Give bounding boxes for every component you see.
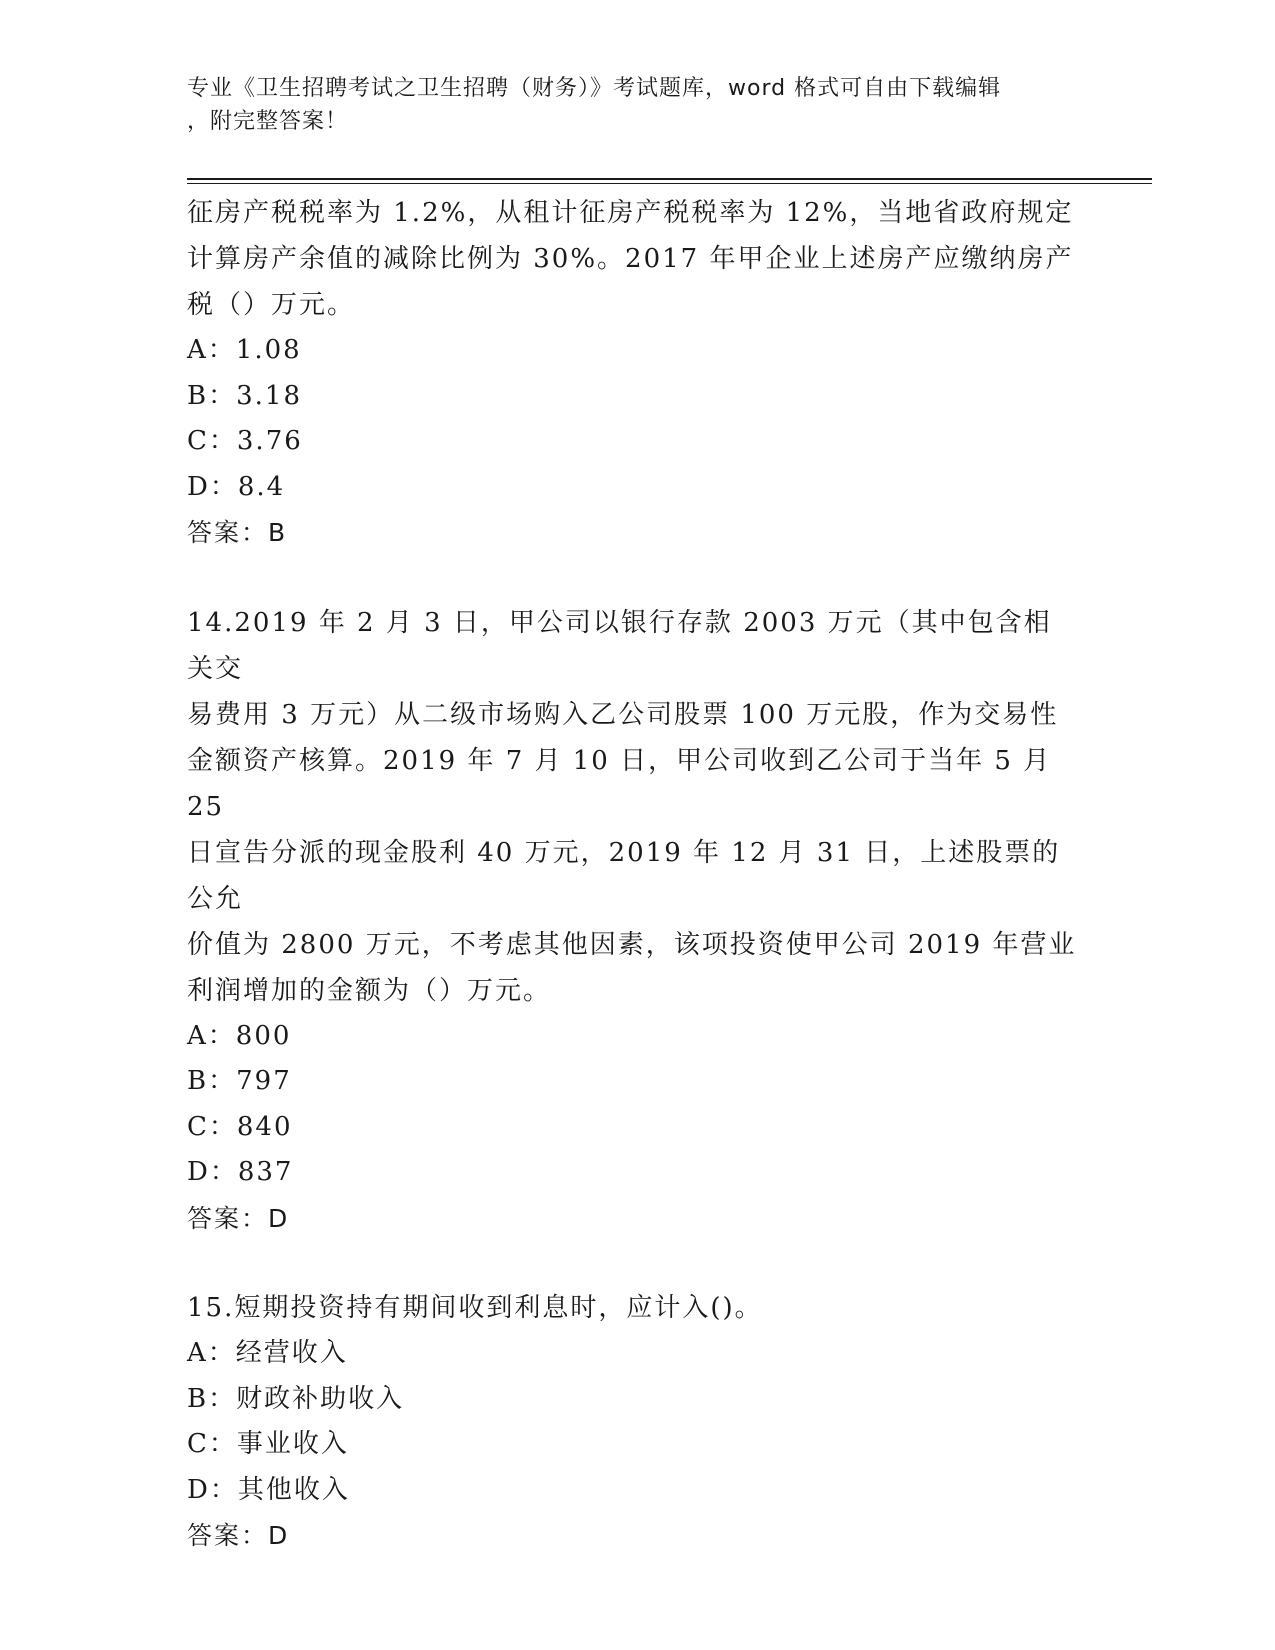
question-text-line: 易费用 3 万元）从二级市场购入乙公司股票 100 万元股，作为交易性 xyxy=(187,699,1059,730)
option-a: A：1.08 xyxy=(187,335,302,365)
question-13 xyxy=(187,190,1077,556)
question-text-line: 日宣告分派的现金股利 40 万元，2019 年 12 月 31 日，上述股票的公允 xyxy=(187,837,1061,914)
answer-line: 答案：D xyxy=(187,1203,290,1233)
question-text-line: 金额资产核算。2019 年 7 月 10 日，甲公司收到乙公司于当年 5 月 25 xyxy=(187,745,1052,822)
option-b: B：797 xyxy=(187,1066,292,1096)
option-b: B：财政补助收入 xyxy=(187,1383,405,1414)
spacer xyxy=(187,1241,1077,1285)
document-body xyxy=(187,190,1077,1559)
spacer xyxy=(187,556,1077,600)
option-b: B：3.18 xyxy=(187,380,302,411)
question-text-line: 征房产税税率为 1.2%，从租计征房产税税率为 12%，当地省政府规定 xyxy=(187,198,1074,228)
option-a: A：经营收入 xyxy=(187,1338,348,1368)
header-divider-thin xyxy=(187,183,1152,184)
document-header xyxy=(187,72,1067,138)
question-15 xyxy=(187,1285,1077,1559)
question-text-line: 14.2019 年 2 月 3 日，甲公司以银行存款 2003 万元（其中包含相关交 xyxy=(187,607,1052,684)
option-d: D：837 xyxy=(187,1157,294,1187)
option-c: C：事业收入 xyxy=(187,1429,349,1459)
option-c: C：840 xyxy=(187,1111,293,1142)
option-d: D：其他收入 xyxy=(187,1474,350,1505)
question-text-line: 税（）万元。 xyxy=(187,290,356,320)
answer-line: 答案：D xyxy=(187,1521,290,1550)
question-text-line: 15.短期投资持有期间收到利息时，应计入()。 xyxy=(187,1293,763,1323)
option-a: A：800 xyxy=(187,1020,292,1051)
option-d: D：8.4 xyxy=(187,471,286,502)
question-text-line: 价值为 2800 万元，不考虑其他因素，该项投资使甲公司 2019 年营业 xyxy=(187,929,1077,960)
header-line-1: 专业《卫生招聘考试之卫生招聘（财务）》考试题库，word 格式可自由下载编辑 xyxy=(187,76,1002,101)
header-line-2: ，附完整答案！ xyxy=(187,109,349,134)
option-c: C：3.76 xyxy=(187,426,303,456)
question-14 xyxy=(187,600,1077,1242)
question-text-line: 计算房产余值的减除比例为 30%。2017 年甲企业上述房产应缴纳房产 xyxy=(187,244,1074,274)
answer-line: 答案：B xyxy=(187,518,288,547)
question-text-line: 利润增加的金额为（）万元。 xyxy=(187,975,552,1006)
header-divider-thick xyxy=(187,178,1152,180)
